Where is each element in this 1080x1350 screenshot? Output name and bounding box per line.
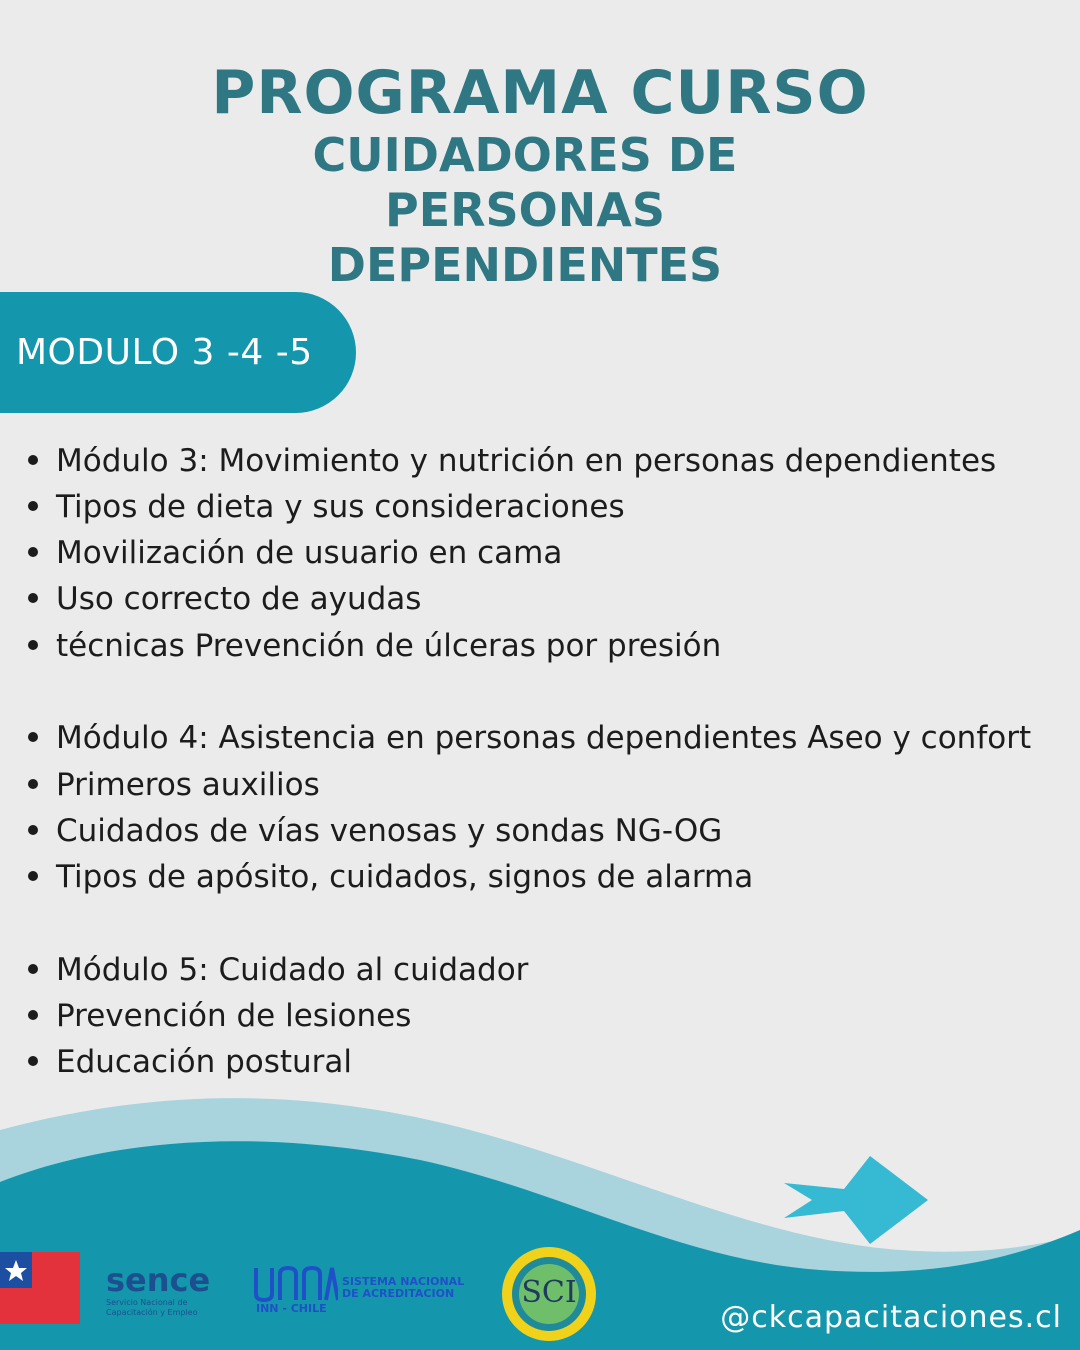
sna-inn-logo: INN - CHILE SISTEMA NACIONAL DE ACREDITACION xyxy=(252,1264,482,1320)
bullet-icon xyxy=(28,640,38,650)
list-item: Movilización de usuario en cama xyxy=(28,533,562,573)
bullet-icon xyxy=(28,871,38,881)
bullet-icon xyxy=(28,455,38,465)
list-item: Módulo 3: Movimiento y nutrición en personas dependientes xyxy=(28,441,996,481)
arrow-right-icon[interactable] xyxy=(784,1156,930,1246)
list-item: Prevención de lesiones xyxy=(28,996,411,1036)
bullet-icon xyxy=(28,593,38,603)
module-badge-label: MODULO 3 -4 -5 xyxy=(16,332,313,373)
module-badge xyxy=(0,292,356,413)
list-item: Módulo 4: Asistencia en personas dependientes Aseo y confort xyxy=(28,718,1031,758)
bullet-icon xyxy=(28,779,38,789)
bullet-icon xyxy=(28,1056,38,1066)
gobierno-chile-logo xyxy=(0,1252,80,1324)
sci-seal-logo: SCI xyxy=(500,1245,598,1343)
sence-logo: sence Servicio Nacional de Capacitación y Empleo xyxy=(106,1261,211,1317)
list-item: Educación postural xyxy=(28,1042,352,1082)
bullet-icon xyxy=(28,1010,38,1020)
list-item: técnicas Prevención de úlceras por presión xyxy=(28,626,721,666)
inn-mark-icon xyxy=(252,1264,338,1304)
list-item: Cuidados de vías venosas y sondas NG-OG xyxy=(28,811,722,851)
list-item: Primeros auxilios xyxy=(28,765,320,805)
bullet-icon xyxy=(28,501,38,511)
page-subtitle: CUIDADORES DE PERSONAS DEPENDIENTES xyxy=(312,128,738,292)
bullet-icon xyxy=(28,547,38,557)
list-item: Uso correcto de ayudas xyxy=(28,579,421,619)
page-title: PROGRAMA CURSO xyxy=(211,58,869,128)
list-item: Módulo 5: Cuidado al cuidador xyxy=(28,950,528,990)
bullet-icon xyxy=(28,964,38,974)
bullet-icon xyxy=(28,732,38,742)
list-item: Tipos de dieta y sus consideraciones xyxy=(28,487,625,527)
social-handle[interactable]: @ckcapacitaciones.cl xyxy=(720,1300,1062,1335)
bullet-icon xyxy=(28,825,38,835)
list-item: Tipos de apósito, cuidados, signos de alarma xyxy=(28,857,753,897)
